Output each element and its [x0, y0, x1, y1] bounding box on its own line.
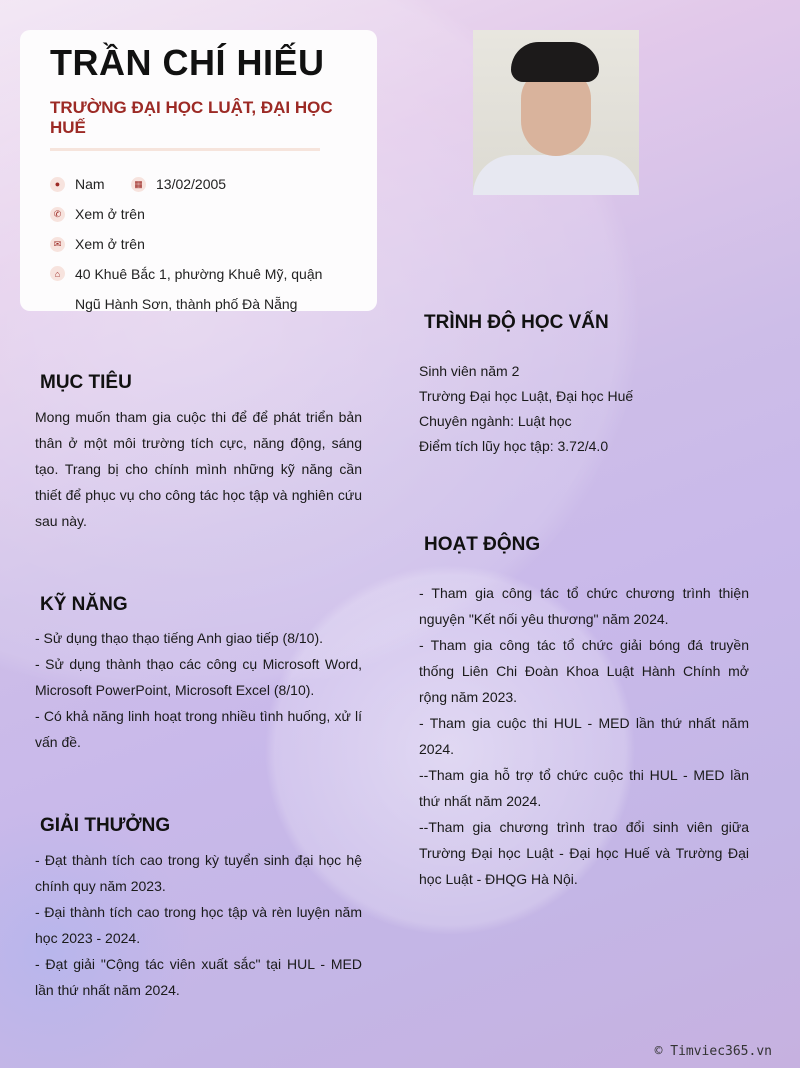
divider — [50, 148, 320, 151]
activities-list — [419, 580, 749, 892]
user-icon: ● — [50, 177, 65, 192]
award-item: - Đạt thành tích cao trong kỳ tuyển sinh đại học hệ chính quy năm 2023. — [35, 852, 362, 894]
gender: Nam — [75, 176, 105, 192]
phone: Xem ở trên — [75, 206, 145, 222]
home-icon: ⌂ — [50, 266, 65, 281]
skill-item: - Có khả năng linh hoạt trong nhiều tình huống, xử lí vấn đề. — [35, 708, 362, 750]
education-item: Chuyên ngành: Luật học — [419, 413, 572, 429]
school-name: TRƯỜNG ĐẠI HỌC LUẬT, ĐẠI HỌC HUẾ — [50, 98, 333, 137]
awards-list — [35, 847, 362, 1003]
profile-card — [20, 30, 377, 311]
awards-title: GIẢI THƯỞNG — [40, 815, 171, 836]
activities-title: HOẠT ĐỘNG — [424, 534, 541, 555]
phone-icon: ✆ — [50, 207, 65, 222]
skill-item: - Sử dụng thành thạo các công cụ Microsoft Word, Microsoft PowerPoint, Microsoft Excel (8/10). — [35, 656, 362, 698]
award-item: - Đại thành tích cao trong học tập và rèn luyện năm học 2023 - 2024. — [35, 904, 362, 946]
footer-watermark: © Timviec365.vn — [654, 1044, 772, 1059]
education-item: Trường Đại học Luật, Đại học Huế — [419, 388, 634, 404]
skills-title: KỸ NĂNG — [40, 594, 128, 615]
education-list — [419, 359, 749, 459]
email: Xem ở trên — [75, 236, 145, 252]
award-item: - Đạt giải "Cộng tác viên xuất sắc" tại HUL - MED lần thứ nhất năm 2024. — [35, 956, 362, 998]
activity-item: - Tham gia cuộc thi HUL - MED lần thứ nhất năm 2024. — [419, 715, 749, 757]
address: 40 Khuê Bắc 1, phường Khuê Mỹ, quận Ngũ Hành Sơn, thành phố Đà Nẵng — [75, 266, 323, 312]
education-item: Sinh viên năm 2 — [419, 363, 520, 379]
education-item: Điểm tích lũy học tập: 3.72/4.0 — [419, 438, 609, 454]
skill-item: - Sử dụng thạo thạo tiếng Anh giao tiếp (8/10). — [35, 630, 324, 646]
birthday: 13/02/2005 — [156, 176, 227, 192]
education-title: TRÌNH ĐỘ HỌC VẤN — [424, 312, 609, 333]
activity-item: --Tham gia chương trình trao đổi sinh viên giữa Trường Đại học Luật - Đại học Huế và Trường Đại học Luật - ĐHQG Hà Nội. — [419, 819, 749, 887]
activity-item: --Tham gia hỗ trợ tổ chức cuộc thi HUL - MED lần thứ nhất năm 2024. — [419, 767, 749, 809]
calendar-icon: ▦ — [131, 177, 146, 192]
profile-photo — [473, 30, 639, 195]
objective-title: MỤC TIÊU — [40, 372, 132, 393]
activity-item: - Tham gia công tác tổ chức chương trình thiện nguyện "Kết nối yêu thương" năm 2024. — [419, 585, 749, 627]
candidate-name: TRẦN CHÍ HIẾU — [50, 42, 325, 83]
activity-item: - Tham gia công tác tổ chức giải bóng đá truyền thống Liên Chi Đoàn Khoa Luật Hành Chính mở rộng năm 2023. — [419, 637, 749, 705]
objective-text: Mong muốn tham gia cuộc thi để để phát triển bản thân ở một môi trường tích cực, năng động, sáng tạo. Trang bị cho chính mình những kỹ năng cần thiết để phục vụ cho công tác học tập và nghiên cứu sau này. — [35, 409, 362, 529]
email-icon: ✉ — [50, 237, 65, 252]
skills-list — [35, 625, 362, 755]
